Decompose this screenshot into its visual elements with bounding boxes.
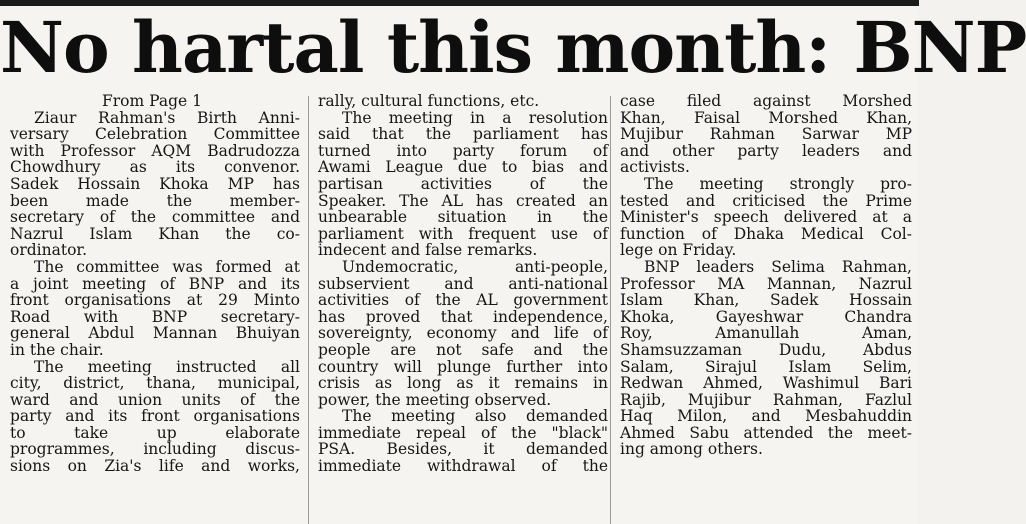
text-line: Roy, Amanullah Aman,: [620, 324, 912, 343]
text-line: immediate withdrawal of the: [318, 457, 608, 476]
headline: No hartal this month: BNP: [0, 6, 1026, 89]
text-line: Sadek Hossain Khoka MP has: [10, 174, 300, 193]
continued-from-label: From Page 1: [102, 92, 202, 110]
text-line: Chowdhury as its convenor.: [10, 158, 300, 177]
text-line: Professor MA Mannan, Nazrul: [620, 274, 912, 293]
text-line: The meeting also demanded: [342, 407, 608, 426]
text-line: The meeting in a resolution: [342, 108, 608, 127]
text-line: parliament with frequent use of: [318, 224, 608, 243]
text-line: sovereignty, economy and life of: [318, 324, 608, 343]
text-line: Awami League due to bias and: [318, 158, 608, 177]
text-line: tested and criticised the Prime: [620, 191, 912, 210]
text-line: city, district, thana, municipal,: [10, 374, 300, 393]
text-line: power, the meeting observed.: [318, 390, 552, 409]
text-line: partisan activities of the: [318, 174, 608, 193]
text-line: versary Celebration Committee: [10, 125, 300, 144]
text-line: Undemocratic, anti-people,: [342, 257, 608, 276]
text-line: ordinator.: [10, 241, 88, 260]
text-line: Islam Khan, Sadek Hossain: [620, 291, 912, 310]
text-line: PSA. Besides, it demanded: [318, 440, 608, 459]
text-line: Rajib, Mujibur Rahman, Fazlul: [620, 390, 912, 409]
text-line: sions on Zia's life and works,: [10, 457, 300, 476]
text-line: country will plunge further into: [318, 357, 608, 376]
text-line: said that the parliament has: [318, 125, 608, 144]
text-line: Mujibur Rahman Sarwar MP: [620, 125, 912, 144]
text-line: ward and union units of the: [10, 390, 300, 409]
text-line: crisis as long as it remains in: [318, 374, 608, 393]
text-line: programmes, including discus-: [10, 440, 300, 459]
text-line: case filed against Morshed: [620, 92, 912, 110]
text-line: party and its front organisations: [10, 407, 300, 426]
text-line: rally, cultural functions, etc.: [318, 92, 540, 110]
text-line: BNP leaders Selima Rahman,: [644, 257, 912, 276]
column-1: [10, 93, 300, 475]
text-line: general Abdul Mannan Bhuiyan: [10, 324, 300, 343]
text-line: a joint meeting of BNP and its: [10, 274, 300, 293]
text-line: Haq Milon, and Mesbahuddin: [620, 407, 912, 426]
text-line: ing among others.: [620, 440, 763, 459]
text-line: The committee was formed at: [34, 257, 300, 276]
text-line: with Professor AQM Badrudozza: [10, 141, 300, 160]
text-line: subservient and anti-national: [318, 274, 608, 293]
text-line: immediate repeal of the "black": [318, 423, 608, 442]
text-line: Redwan Ahmed, Washimul Bari: [620, 374, 912, 393]
text-line: people are not safe and the: [318, 340, 608, 359]
text-line: has proved that independence,: [318, 307, 608, 326]
text-line: activities of the AL government: [318, 291, 608, 310]
text-line: indecent and false remarks.: [318, 241, 538, 260]
text-line: turned into party forum of: [318, 141, 608, 160]
text-line: Shamsuzzaman Dudu, Abdus: [620, 340, 912, 359]
text-line: in the chair.: [10, 340, 104, 359]
text-line: and other party leaders and: [620, 141, 912, 160]
column-1-text: [10, 110, 300, 475]
text-line: secretary of the committee and: [10, 208, 300, 227]
text-line: The meeting instructed all: [34, 357, 300, 376]
text-line: Khoka, Gayeshwar Chandra: [620, 307, 912, 326]
text-line: Ahmed Sabu attended the meet-: [620, 423, 912, 442]
text-line: Nazrul Islam Khan the co-: [10, 224, 300, 243]
column-3-text: [620, 93, 912, 458]
text-line: unbearable situation in the: [318, 208, 608, 227]
column-divider: [610, 96, 611, 524]
text-line: Ziaur Rahman's Birth Anni-: [34, 108, 300, 127]
text-line: function of Dhaka Medical Col-: [620, 224, 912, 243]
text-line: Road with BNP secretary-: [10, 307, 300, 326]
column-divider: [308, 96, 309, 524]
text-line: been made the member-: [10, 191, 300, 210]
text-line: Speaker. The AL has created an: [318, 191, 608, 210]
text-line: front organisations at 29 Minto: [10, 291, 300, 310]
column-2-text: [318, 93, 608, 475]
text-line: to take up elaborate: [10, 423, 300, 442]
text-line: Minister's speech delivered at a: [620, 208, 912, 227]
text-line: The meeting strongly pro-: [644, 174, 912, 193]
text-line: lege on Friday.: [620, 241, 737, 260]
text-line: activists.: [620, 158, 690, 177]
text-line: Salam, Sirajul Islam Selim,: [620, 357, 912, 376]
column-2: [318, 93, 608, 475]
column-3: [620, 93, 912, 458]
text-line: Khan, Faisal Morshed Khan,: [620, 108, 912, 127]
